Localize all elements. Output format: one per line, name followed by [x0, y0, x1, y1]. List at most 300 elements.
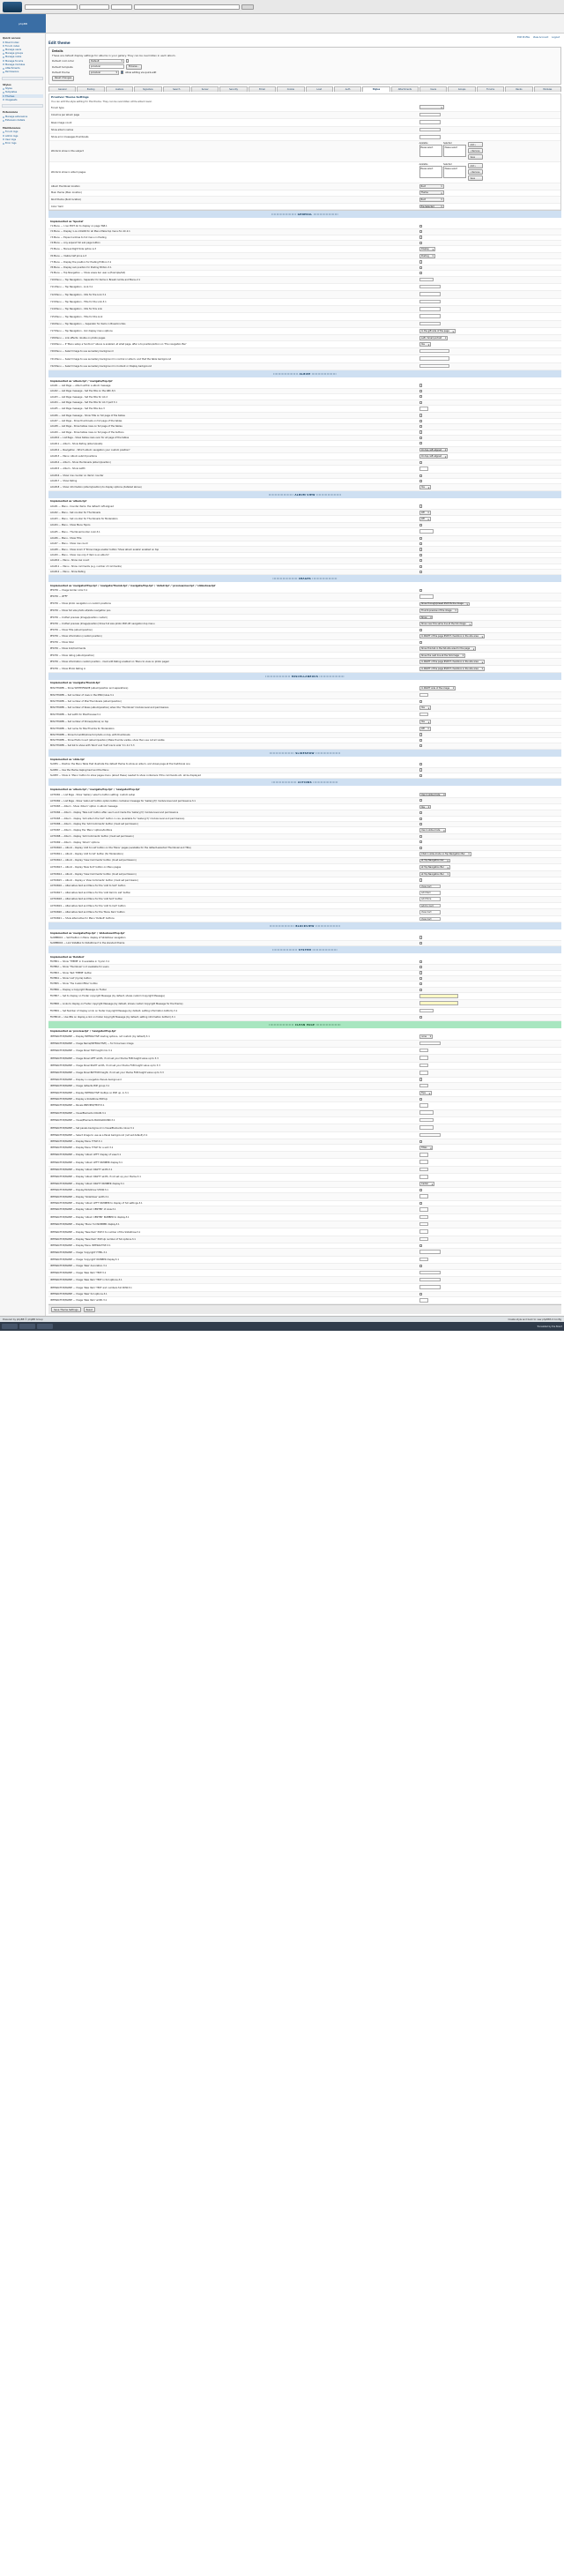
setting-select[interactable]: Use in slide-mode ▾: [419, 828, 446, 833]
setting-checkbox[interactable]: [419, 524, 422, 526]
setting-select[interactable]: Tips ▾: [419, 1091, 432, 1095]
sidebar-item-user-logs[interactable]: User logs: [2, 138, 43, 141]
link-edit-profile[interactable]: Edit Profile: [517, 36, 530, 39]
browse-button[interactable]: Browse...: [126, 64, 142, 70]
setting-row: [48, 306, 561, 313]
intro-select[interactable]: Root ▾: [419, 184, 444, 189]
theme-settings-section: [48, 93, 561, 211]
setting-control: [418, 1181, 561, 1188]
tab-ranks[interactable]: Ranks: [505, 86, 532, 92]
tab-load[interactable]: Load: [306, 86, 333, 92]
setting-control: [418, 870, 561, 877]
intro-text-input[interactable]: [419, 128, 441, 132]
setting-text-input[interactable]: [419, 285, 441, 289]
setting-row: [48, 406, 561, 413]
setting-text-input[interactable]: [419, 1001, 458, 1005]
setting-control: [418, 341, 561, 348]
setting-label: PHOTO — #FFF: [48, 594, 418, 601]
sidebar-item-styles[interactable]: Styles: [2, 87, 43, 91]
multiselect-button[interactable]: « Remove: [468, 169, 483, 175]
browser-field-2[interactable]: [79, 4, 109, 10]
setting-select[interactable]: Thumb preview of the image ▾: [419, 609, 457, 613]
browser-go-button[interactable]: [241, 4, 254, 10]
setting-label: FILTER1 — Show 'THEME' in it available in 'Cycle'.3.1: [48, 959, 418, 965]
setting-select[interactable]: Yes ▾: [419, 720, 431, 724]
setting-select[interactable]: Show ▾: [419, 616, 433, 620]
setting-checkbox[interactable]: [419, 989, 422, 991]
section-table-general: [48, 224, 561, 370]
tab-email[interactable]: Email: [249, 86, 276, 92]
setting-checkbox[interactable]: [419, 966, 422, 968]
intro-select[interactable]: Theme ▾: [419, 190, 444, 195]
setting-checkbox[interactable]: [419, 847, 422, 849]
setting-select[interactable]: Yes ▾: [419, 342, 431, 347]
setting-text-input[interactable]: [419, 594, 434, 599]
row-default-theme: [52, 71, 558, 75]
setting-checkbox[interactable]: [419, 733, 422, 735]
setting-select[interactable]: Center ▾: [419, 1182, 434, 1186]
setting-checkbox[interactable]: [419, 744, 422, 747]
setting-text-input[interactable]: [419, 364, 449, 369]
setting-checkbox[interactable]: [419, 548, 422, 550]
checkbox-root-order[interactable]: [126, 59, 129, 62]
multiselect-button[interactable]: Save: [468, 175, 483, 181]
setting-text-input[interactable]: [419, 1285, 441, 1289]
setting-text-input[interactable]: [419, 314, 441, 318]
section-banner-slideshow: :::::::::::::::::::: SLIDESHOW ::::::::::::::::::::: [48, 750, 561, 757]
setting-checkbox[interactable]: [419, 437, 422, 439]
setting-select[interactable]: Off ▾: [419, 727, 431, 731]
setting-checkbox[interactable]: [419, 230, 422, 233]
tab-cookie[interactable]: Cookie: [277, 86, 304, 92]
setting-label: Adv#1 — Menu - Counter items: the default: left aligned: [48, 504, 418, 509]
section-banner-blockview: :::::::::::::::::::: BLOCKVIEW ::::::::::::::::::::: [48, 922, 561, 930]
sidebar-item-manage-modules[interactable]: Manage modules: [2, 63, 43, 66]
setting-text-input[interactable]: [419, 1056, 428, 1060]
setting-text-input[interactable]: [419, 1215, 428, 1220]
setting-label: Adv#17 — Show Rating: [48, 479, 418, 484]
setting-checkbox[interactable]: [419, 235, 422, 238]
setting-select[interactable]: In the gift side of the page ▾: [419, 329, 456, 333]
setting-checkbox[interactable]: [419, 390, 422, 392]
setting-text-input[interactable]: [419, 1133, 441, 1138]
tab-general[interactable]: General: [48, 86, 76, 92]
intro-text-input[interactable]: [419, 135, 441, 139]
setting-text-input[interactable]: [419, 1271, 441, 1275]
setting-select[interactable]: Show through/preset IELECTs the image ▾: [419, 602, 470, 607]
tab-signature[interactable]: Signature: [134, 86, 161, 92]
setting-checkbox[interactable]: [419, 589, 422, 592]
tab-attachments[interactable]: Attachments: [391, 86, 419, 92]
label-default-theme: Default theme: [52, 71, 70, 74]
setting-checkbox[interactable]: [419, 425, 422, 428]
multiselect-available-box[interactable]: Please select: [419, 145, 442, 157]
setting-checkbox[interactable]: [419, 942, 422, 945]
setting-row: [48, 940, 561, 945]
multiselect-button[interactable]: « Remove: [468, 148, 483, 153]
sidebar-item-themes[interactable]: Themes: [2, 94, 43, 98]
checkbox-quick-edit[interactable]: [121, 71, 123, 73]
setting-label: INTERACTIVE/NAME — Image 'New Item' TEXT and numbers full ROW.3.1: [48, 1284, 418, 1291]
section-table-miscellaneous: [48, 685, 561, 750]
sidebar-item-board-index[interactable]: Board index: [2, 41, 43, 44]
tab-users[interactable]: Users: [419, 86, 447, 92]
intro-select[interactable]: Pre-Selected ▾: [419, 205, 444, 209]
setting-checkbox[interactable]: [419, 420, 422, 422]
setting-checkbox[interactable]: [419, 1098, 422, 1101]
setting-text-input[interactable]: View Cart: [419, 885, 441, 889]
setting-text-input[interactable]: [419, 1237, 428, 1242]
setting-checkbox[interactable]: [419, 559, 422, 562]
setting-label: I'21:Menu — Select Image to use as Gallery background in normal or album, and that the table background: [48, 355, 418, 362]
tab-modules[interactable]: Modules: [534, 86, 561, 92]
browser-url-field[interactable]: [25, 4, 78, 10]
setting-checkbox[interactable]: [419, 823, 422, 825]
input-default-template[interactable]: prosilver: [89, 64, 124, 69]
setting-checkbox[interactable]: [419, 554, 422, 556]
section-table-cleanpage: [48, 1034, 561, 1304]
sidebar-item-forum-logs[interactable]: Forum logs: [2, 131, 43, 134]
tab-auth[interactable]: Auth: [334, 86, 361, 92]
setting-text-input[interactable]: [419, 1049, 428, 1053]
setting-row: [48, 1145, 561, 1152]
setting-control: [418, 509, 561, 516]
intro-text-input[interactable]: [419, 113, 441, 117]
setting-select[interactable]: Posting ▾: [419, 254, 435, 258]
setting-select[interactable]: Show over this same line at the full-image ▾: [419, 622, 472, 626]
setting-text-input[interactable]: View Cart: [419, 917, 441, 922]
setting-select[interactable]: Yes ▾: [419, 706, 431, 710]
setting-select[interactable]: at Top Navigation bar ▾: [419, 859, 450, 863]
setting-control: [418, 1269, 561, 1276]
setting-text-input[interactable]: [419, 1009, 434, 1013]
setting-control: [418, 883, 561, 889]
setting-select[interactable]: Off ▾: [419, 511, 431, 515]
setting-checkbox[interactable]: [419, 878, 422, 881]
browser-field-4[interactable]: [134, 4, 240, 10]
setting-select[interactable]: at Top Navigation Bar ▾: [419, 865, 450, 870]
setting-select[interactable]: In RIGHT side of the image ▾: [419, 686, 456, 691]
setting-control: [418, 1102, 561, 1109]
multiselect-available-box[interactable]: Please select: [419, 166, 442, 178]
setting-label: ACTION5 — Album - display 'Add album the Sort' button in nav (available for 'Gallery(3)' module level and permissions): [48, 816, 418, 821]
setting-text-input[interactable]: [419, 713, 428, 717]
intro-text-input[interactable]: [419, 120, 441, 124]
setting-checkbox[interactable]: [419, 811, 422, 814]
setting-text-input[interactable]: [419, 1194, 428, 1198]
sidebar-item-extension-details[interactable]: Extension details: [2, 119, 43, 123]
details-text: These are default display settings for albums in your gallery. They can be overridden in each album.: [52, 54, 176, 57]
setting-select[interactable]: Titles ▾: [419, 1146, 433, 1150]
sidebar-item-templates[interactable]: Templates: [2, 91, 43, 94]
setting-checkbox[interactable]: [419, 430, 422, 433]
setting-label: I'7:Menu — Display the position for Posting Edition.3.1: [48, 259, 418, 265]
tab-styles[interactable]: Styles: [362, 86, 390, 92]
setting-checkbox[interactable]: [419, 401, 422, 404]
setting-checkbox[interactable]: [419, 835, 422, 838]
setting-checkbox[interactable]: [419, 537, 422, 540]
setting-checkbox[interactable]: [419, 641, 422, 644]
tab-groups[interactable]: Groups: [448, 86, 475, 92]
setting-control: [418, 347, 561, 355]
setting-row: [48, 621, 561, 628]
setting-select[interactable]: Show the next line at the full-image ▾: [419, 653, 465, 658]
setting-text-input[interactable]: [419, 1084, 428, 1088]
setting-select[interactable]: Yes ▾: [419, 485, 431, 489]
intro-setting-control: [418, 183, 560, 190]
setting-select[interactable]: In RIGHT of the page IELECT checkbox in the site area ▾: [419, 667, 485, 671]
setting-text-input[interactable]: [419, 1153, 428, 1157]
setting-checkbox[interactable]: [419, 414, 422, 416]
setting-control: [418, 594, 561, 601]
setting-checkbox[interactable]: [419, 1202, 422, 1205]
sidebar-item-error-logs[interactable]: Error logs: [2, 141, 43, 145]
select-default-root-order[interactable]: Default ▾: [89, 59, 124, 63]
setting-checkbox[interactable]: [419, 768, 422, 771]
taskbar-button-2[interactable]: [19, 1324, 35, 1329]
setting-text-input[interactable]: [419, 356, 449, 361]
setting-label: SLIDEBOX1 — Set Position in Menu display of SlideShow navigation: [48, 936, 418, 941]
setting-checkbox[interactable]: [419, 982, 422, 985]
setting-checkbox[interactable]: [419, 225, 422, 228]
setting-text-input[interactable]: [419, 994, 458, 998]
setting-label: INTERACTIVE/NAME — Image defaults POP group.3.1: [48, 1082, 418, 1089]
setting-checkbox[interactable]: [419, 700, 422, 703]
setting-checkbox[interactable]: [419, 629, 422, 631]
setting-text-input[interactable]: [419, 1071, 428, 1075]
setting-control: [418, 1034, 561, 1040]
setting-text-input[interactable]: [419, 1168, 428, 1172]
browser-field-3[interactable]: [111, 4, 132, 10]
setting-row: [48, 691, 561, 698]
tab-avatars[interactable]: Avatars: [106, 86, 133, 92]
setting-checkbox[interactable]: [419, 272, 422, 274]
intro-select[interactable]: Root ▾: [419, 198, 444, 202]
setting-text-input[interactable]: [419, 1222, 428, 1227]
link-logout[interactable]: Logout: [552, 36, 560, 39]
setting-select[interactable]: Yes ▾: [419, 805, 431, 810]
sidebar-item-manage-ranks[interactable]: Manage ranks: [2, 56, 43, 59]
setting-text-input[interactable]: Add Item: [419, 891, 441, 895]
setting-checkbox[interactable]: [419, 461, 422, 464]
setting-row: [48, 665, 561, 672]
setting-label: MISCTHUMB — Set number of Rows (album/position) when the 'Thumbnail' module level and permissions: [48, 705, 418, 712]
setting-label: PHOTO — Show information (custom position): [48, 633, 418, 640]
setting-select[interactable]: In RIGHT of the page IELECT checkbox in the site area ▾: [419, 660, 485, 664]
select-default-theme[interactable]: prosilver ▾: [89, 71, 119, 75]
setting-text-input[interactable]: [419, 1298, 428, 1303]
setting-text-input[interactable]: [419, 1125, 434, 1130]
setting-row: [48, 601, 561, 608]
setting-select[interactable]: In RIGHT of the page IELECT checkbox in the site area ▾: [419, 634, 485, 638]
setting-checkbox[interactable]: [419, 1265, 422, 1267]
setting-text-input[interactable]: [419, 1250, 441, 1254]
setting-control: [418, 1236, 561, 1243]
save-theme-settings-button[interactable]: Save Theme Settings: [51, 1307, 81, 1312]
sidebar-item-manage-extensions[interactable]: Manage extensions: [2, 115, 43, 118]
setting-checkbox[interactable]: [419, 504, 422, 507]
setting-label: INTERACTIVE/NAME — Display a SlideShow POP-Up: [48, 1096, 418, 1101]
tab-search[interactable]: Search: [163, 86, 190, 92]
setting-select[interactable]: Off ▾: [419, 517, 431, 521]
multiselect-available-label: Available: [419, 163, 428, 167]
setting-text-input[interactable]: [419, 1103, 428, 1108]
reset-changes-button[interactable]: Reset Changes: [52, 76, 74, 81]
setting-control: [418, 915, 561, 922]
setting-row: [48, 466, 561, 473]
setting-text-input[interactable]: [419, 1207, 428, 1212]
sidebar-item-permissions[interactable]: Permissions: [2, 71, 43, 74]
setting-checkbox[interactable]: [419, 242, 422, 244]
tab-security[interactable]: Security: [219, 86, 247, 92]
intro-setting-row: [49, 104, 560, 111]
setting-select[interactable]: at Top Navigation Bar ▾: [419, 872, 450, 877]
sidebar-item-manage-forums[interactable]: Manage forums: [2, 59, 43, 63]
setting-checkbox[interactable]: [419, 565, 422, 568]
section-table-actions: [48, 792, 561, 922]
setting-select[interactable]: Left / Small portrait ▾: [419, 336, 448, 340]
setting-checkbox[interactable]: [419, 1189, 422, 1191]
setting-label: ACTION7 — Album - display the 'Menu' options/buttons: [48, 827, 418, 834]
setting-checkbox[interactable]: [419, 260, 422, 263]
setting-text-input[interactable]: [419, 1229, 428, 1234]
link-view-account[interactable]: View Account: [532, 36, 549, 39]
sidebar-item-imagesets[interactable]: Imagesets: [2, 98, 43, 101]
taskbar-button-3[interactable]: [37, 1324, 53, 1329]
tab-forums[interactable]: Forums: [477, 86, 504, 92]
setting-text-input[interactable]: [419, 407, 428, 411]
setting-checkbox[interactable]: [419, 1140, 422, 1143]
setting-checkbox[interactable]: [419, 799, 422, 802]
setting-text-input[interactable]: [419, 1110, 434, 1115]
setting-label: INTERACTIVE/NAME — Display 'New Item' POP it to number of the SlideShow.3.1: [48, 1228, 418, 1236]
setting-text-input[interactable]: [419, 349, 449, 354]
setting-checkbox[interactable]: [419, 395, 422, 398]
setting-checkbox[interactable]: [419, 1244, 422, 1247]
setting-label: I'18:Menu — Link effects: double on photo pages: [48, 334, 418, 341]
multiselect-selected-box[interactable]: Please select: [443, 145, 466, 157]
setting-text-input[interactable]: [419, 322, 441, 326]
setting-text-input[interactable]: [419, 278, 434, 282]
setting-checkbox[interactable]: [419, 1016, 422, 1019]
setting-label: Adv#3 — List Page message - Set the title for AC.2: [48, 394, 418, 399]
setting-select[interactable]: Chat in slide-mode on Top Navigation Bar ▾: [419, 852, 471, 856]
setting-checkbox[interactable]: [419, 480, 422, 482]
setting-checkbox[interactable]: [419, 1293, 422, 1295]
setting-checkbox[interactable]: [419, 1078, 422, 1080]
setting-text-input[interactable]: View Cart: [419, 910, 441, 915]
setting-text-input[interactable]: [419, 1118, 434, 1123]
setting-text-input[interactable]: [419, 300, 441, 304]
setting-select[interactable]: Use in slide-mode ▾: [419, 793, 446, 797]
setting-text-input[interactable]: [419, 693, 428, 698]
setting-text-input[interactable]: [419, 292, 441, 296]
setting-checkbox[interactable]: [419, 774, 422, 777]
setting-checkbox[interactable]: [419, 542, 422, 545]
intro-setting-row: [49, 141, 560, 162]
setting-checkbox[interactable]: [419, 977, 422, 980]
multiselect-selected-box[interactable]: Please select: [443, 166, 466, 178]
sidebar-item-manage-users[interactable]: Manage users: [2, 48, 43, 51]
setting-label: ACTION3 — Album - Show 'Album' option in album message: [48, 803, 418, 810]
multiselect-button[interactable]: Add »: [468, 163, 483, 168]
setting-checkbox[interactable]: [419, 442, 422, 444]
section-banner-cleanpage: :::::::::::::::::::: CLEAN PAGE ::::::::::::::::::::: [48, 1021, 561, 1028]
setting-row: [48, 870, 561, 877]
setting-text-input[interactable]: [419, 467, 428, 471]
setting-text-input[interactable]: [419, 1160, 428, 1164]
sidebar-item-forum-index[interactable]: Forum index: [2, 44, 43, 48]
setting-checkbox[interactable]: [419, 384, 422, 386]
setting-control: [418, 773, 561, 778]
multiselect-button[interactable]: Add »: [468, 142, 483, 147]
setting-label: FILTER7 — Set to display on Footer copyright Message (by default, shows custom Copyright Message): [48, 993, 418, 1000]
intro-setting-control: [418, 134, 560, 141]
setting-label: SLIDE1 — Position the Menu Table that illustrate the default theme to show an album, and shows page at the traditional one: [48, 762, 418, 767]
setting-label: I'12:Menu — Top Navigation - URL for the Link.3.1: [48, 291, 418, 298]
setting-label: INTERACTIVE/NAME — Display 'SlideShow' width.3.1: [48, 1193, 418, 1200]
intro-setting-label: Album thumbnail location: [49, 183, 418, 190]
setting-text-input[interactable]: Add to Cart: [419, 904, 441, 908]
setting-checkbox[interactable]: [419, 474, 422, 477]
reset-button[interactable]: Reset: [84, 1307, 95, 1312]
setting-select[interactable]: On top, left aligned ▾: [419, 454, 448, 459]
setting-text-input[interactable]: [419, 1258, 428, 1262]
setting-label: INTERACTIVE/NAME — Display 'Album RIGHT' width, if not set up your theme.3.1: [48, 1174, 418, 1181]
sidebar-item-manage-groups[interactable]: Manage groups: [2, 52, 43, 56]
setting-checkbox[interactable]: [419, 266, 422, 269]
setting-select[interactable]: Display ▾: [419, 247, 435, 251]
sidebar-item-attachments[interactable]: Attachments: [2, 66, 43, 70]
setting-text-input[interactable]: Add More: [419, 897, 441, 901]
setting-text-input[interactable]: [419, 1278, 441, 1282]
tab-server[interactable]: Server: [191, 86, 219, 92]
setting-select[interactable]: Show this tab in the fab site area for the page ▾: [419, 646, 476, 651]
setting-label: INTERACTIVE/NAME — Display 'Album LEFT' NUMBER display.3.1: [48, 1159, 418, 1166]
intro-setting-row: [49, 183, 560, 190]
setting-checkbox[interactable]: [419, 936, 422, 938]
setting-checkbox[interactable]: [419, 971, 422, 974]
setting-select[interactable]: none ▾: [419, 1034, 433, 1039]
setting-control: [418, 857, 561, 864]
setting-checkbox[interactable]: [419, 739, 422, 742]
setting-checkbox[interactable]: [419, 818, 422, 820]
setting-label: MISCTHUMB — Show full width/show full photo on top, with thumbnails: [48, 732, 418, 737]
setting-text-input[interactable]: [419, 1175, 428, 1179]
multiselect-button[interactable]: Save: [468, 154, 483, 160]
status-bar: [0, 1316, 564, 1322]
setting-label: PHOTO — Show rating (album/position): [48, 652, 418, 659]
tab-posting[interactable]: Posting: [77, 86, 104, 92]
setting-text-input[interactable]: [419, 529, 434, 534]
setting-checkbox[interactable]: [419, 840, 422, 843]
setting-checkbox[interactable]: [419, 571, 422, 573]
intro-setting-label: Words to show in album pages: [49, 162, 418, 183]
taskbar-button-1[interactable]: [2, 1324, 18, 1329]
sidebar-item-admin-logs[interactable]: Admin logs: [2, 134, 43, 138]
setting-checkbox[interactable]: [419, 763, 422, 765]
setting-label: INTERACTIVE/NAME — Display Menu INTERACTIVE.3.1: [48, 1243, 418, 1249]
intro-select[interactable]: [419, 105, 444, 109]
setting-text-input[interactable]: [419, 1064, 428, 1068]
setting-checkbox[interactable]: [419, 960, 422, 963]
setting-select[interactable]: On top, left aligned ▾: [419, 448, 448, 452]
setting-label: PHOTO — Show link/Comments: [48, 646, 418, 653]
setting-text-input[interactable]: [419, 1042, 441, 1046]
browser-logo: [3, 2, 22, 12]
setting-text-input[interactable]: [419, 307, 441, 311]
setting-label: INTERACTIVE/NAME — Image 'New Item' TEXT.3.1: [48, 1269, 418, 1276]
